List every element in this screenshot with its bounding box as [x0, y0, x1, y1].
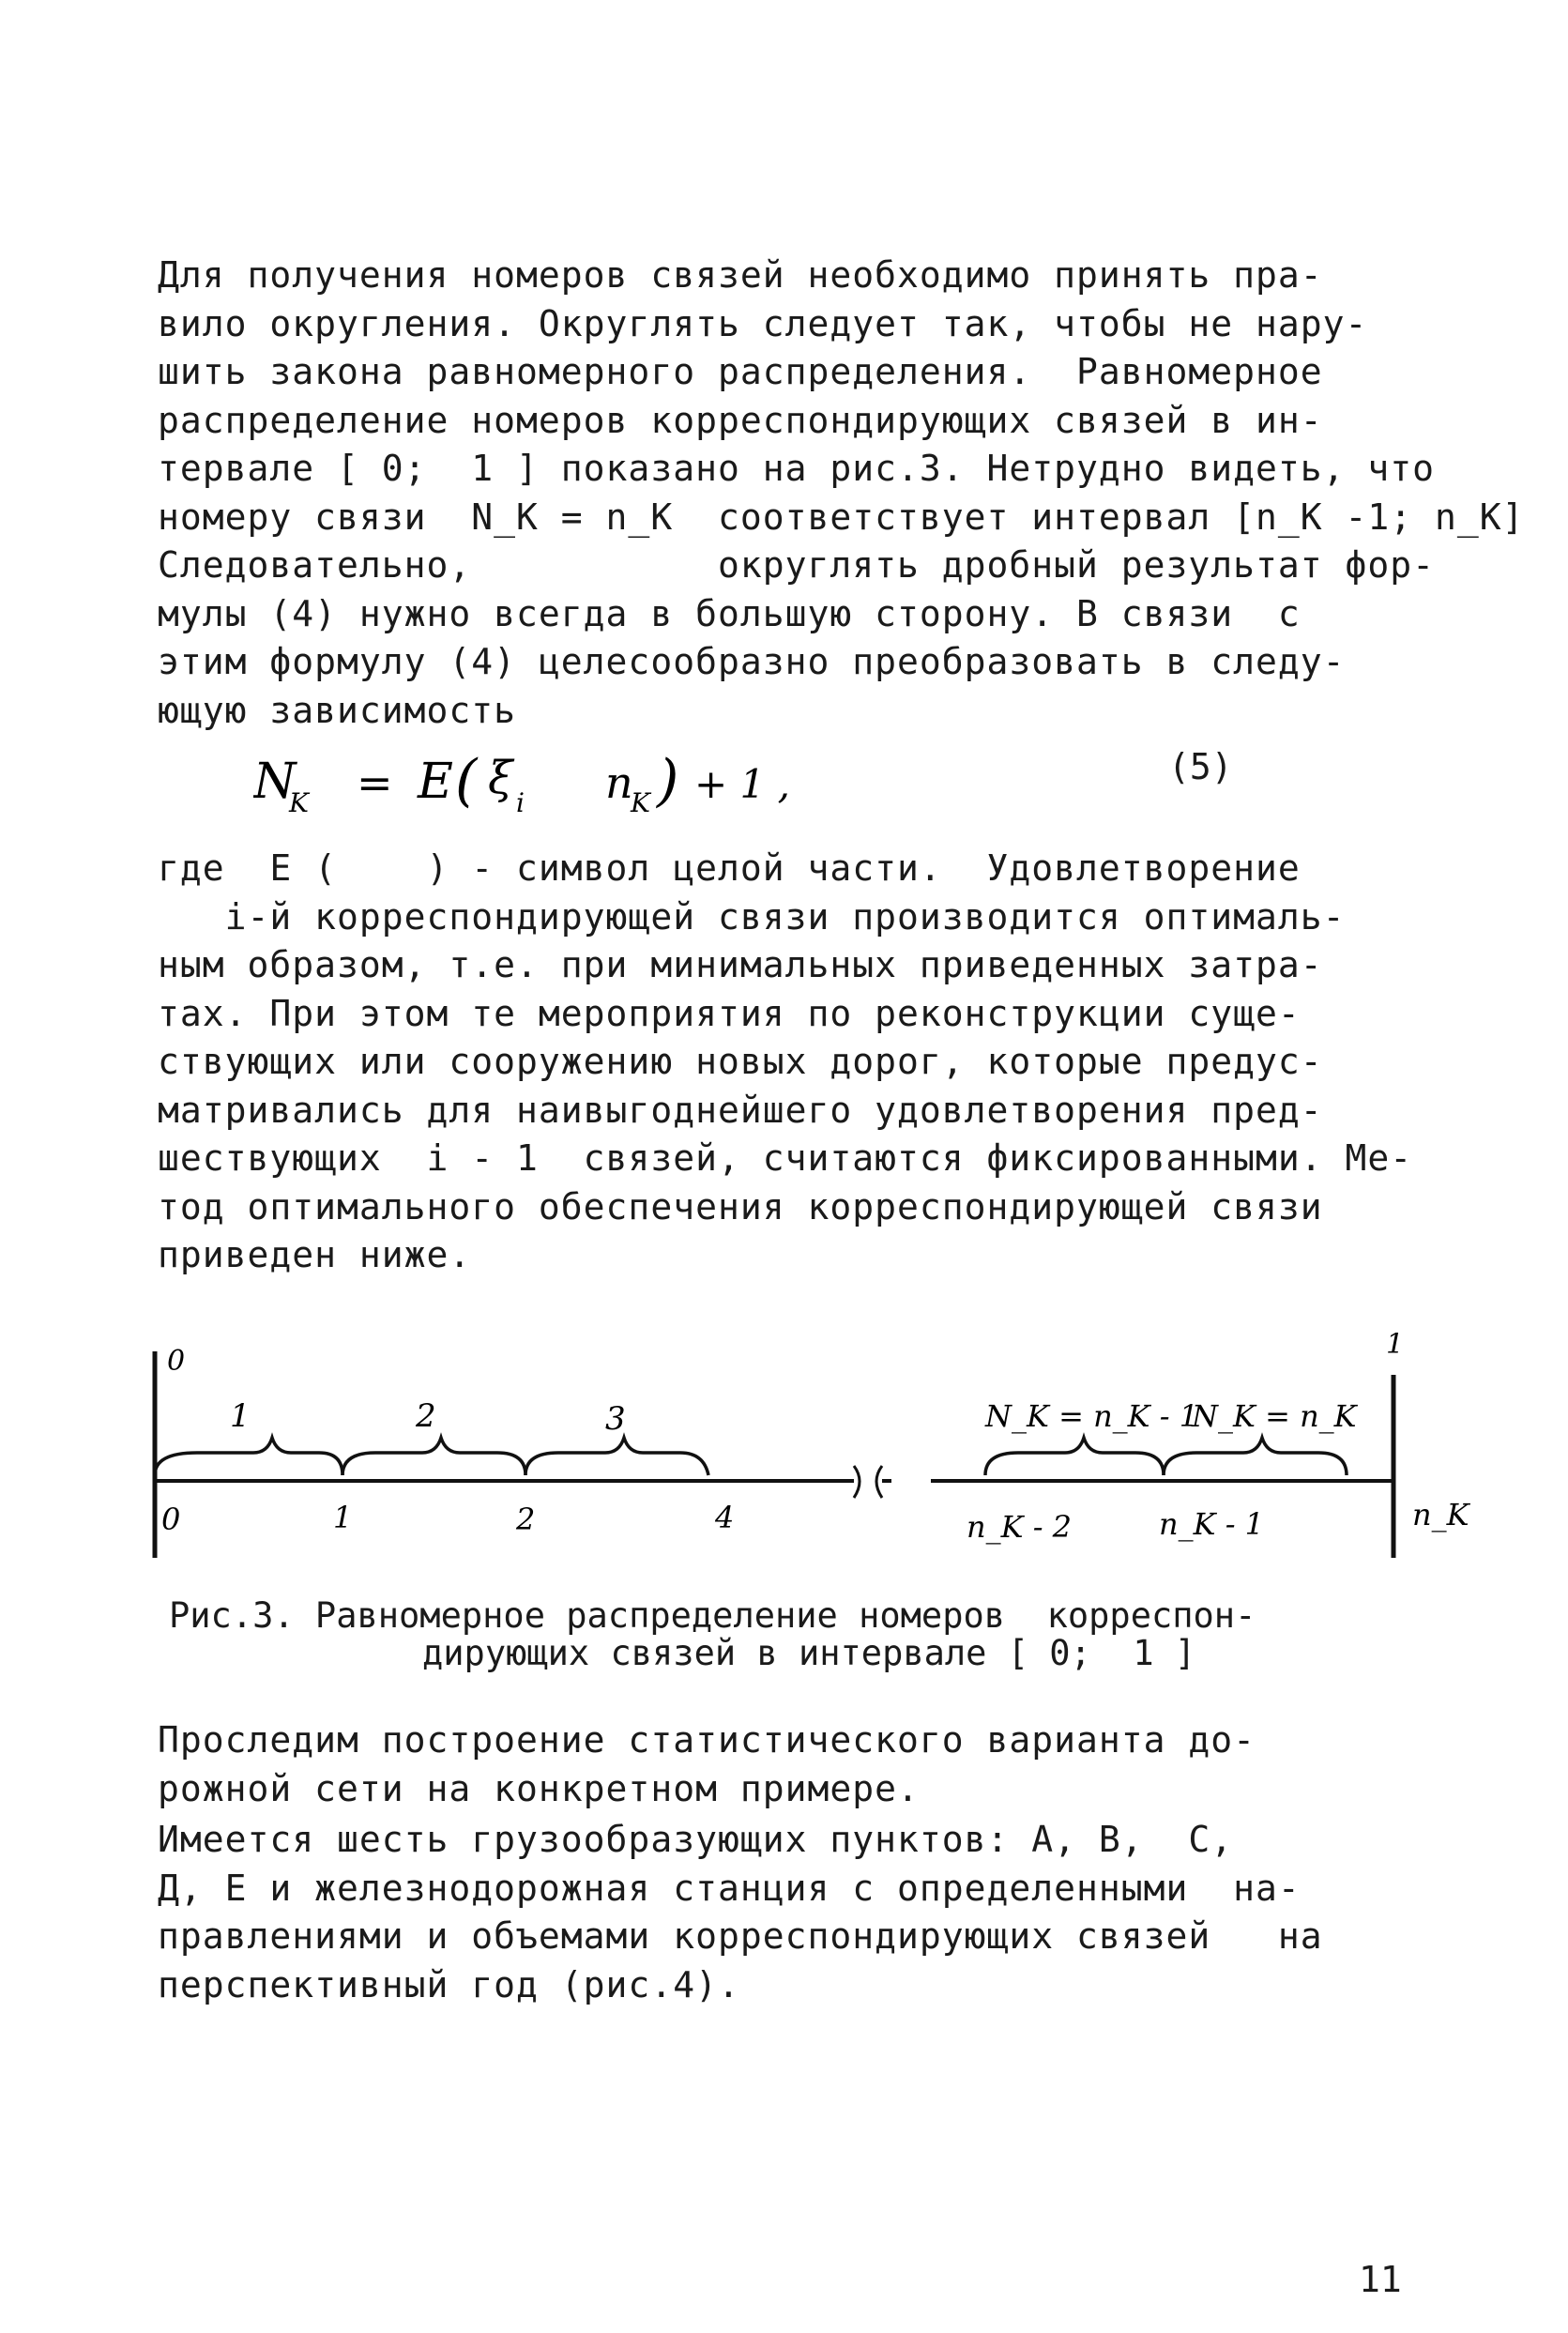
brace-label-3: 3 [605, 1400, 626, 1438]
text-line: где E ( ) - символ целой части. Удовлетворение [158, 847, 1301, 889]
text-line: ющую зависимость [158, 689, 517, 731]
text-line: номеру связи N_K = n_K соответствует интервал [n_K -1; n_K] [158, 496, 1525, 538]
formula-equals: = [357, 757, 393, 808]
formula-xi: ξ [488, 752, 513, 804]
text-line: распределение номеров корреспондирующих связей в ин- [158, 399, 1323, 441]
formula-open-paren: ( [455, 748, 478, 814]
text-line: ствующих или сооружению новых дорог, которые предус- [158, 1041, 1323, 1082]
formula-n-sub: K [631, 787, 650, 818]
text-line: тервале [ 0; 1 ] показано на рис.3. Нетрудно видеть, что [158, 448, 1436, 489]
page-number: 11 [1359, 2259, 1402, 2300]
axis-break-mark [876, 1466, 882, 1498]
brace-nk [1164, 1438, 1347, 1475]
text-line: тод оптимального обеспечения корреспондирующей связи [158, 1185, 1323, 1227]
caption-line-2: дирующих связей в интервале [ 0; 1 ] [422, 1633, 1196, 1673]
brace-label-1: 1 [230, 1397, 251, 1435]
text-line: мулы (4) нужно всегда в большую сторону. В связи с [158, 592, 1301, 634]
axis-label-2: 2 [516, 1502, 536, 1537]
text-line: перспективный год (рис.4). [158, 1963, 740, 2005]
brace-3 [525, 1438, 708, 1475]
text-line: тах. При этом те мероприятия по реконструкции суще- [158, 992, 1301, 1034]
axis-label-0: 0 [161, 1502, 181, 1537]
text-line: i-й корреспондирующей связи производится оптималь- [158, 895, 1346, 938]
brace-nk-minus-1 [985, 1438, 1164, 1475]
paragraph-integer-part [158, 845, 1413, 1280]
figure-3-caption [169, 1597, 1408, 1672]
paragraph-example-intro [158, 1716, 1406, 1813]
formula-plus-one: + 1 , [694, 761, 790, 807]
text-line: этим формулу (4) целесообразно преобразовать в следу- [158, 641, 1346, 682]
text-line: Имеется шесть грузообразующих пунктов: А, В, С, [158, 1819, 1234, 1860]
formula-n: n [605, 757, 633, 808]
text-line: Д, Е и железнодорожная станция с определенными на- [158, 1867, 1301, 1909]
axis-break-mark [854, 1466, 860, 1498]
formula-xi-sub: i [516, 787, 525, 818]
text-line: Следовательно, округлять дробный результат фор- [158, 544, 1436, 586]
text-line: рожной сети на конкретном примере. [158, 1767, 920, 1809]
text-line: матривались для наивыгоднейшего удовлетворения пред- [158, 1089, 1323, 1131]
label-top-one: 1 [1386, 1333, 1405, 1361]
formula-graphic [253, 741, 910, 826]
brace-1 [155, 1438, 343, 1475]
text-line: приведен ниже. [158, 1234, 472, 1275]
brace-label-nk-minus-1: N_K = n_K - 1 [985, 1398, 1199, 1434]
text-line: ным образом, т.е. при минимальных приведенных затра- [158, 944, 1323, 985]
text-line: шествующих i - 1 связей, считаются фиксированными. Ме- [158, 1137, 1413, 1179]
formula-func: E [418, 754, 453, 810]
brace-2 [343, 1438, 525, 1475]
figure-3-interval-diagram [141, 1333, 1473, 1605]
formula-5 [253, 741, 910, 826]
text-line: Проследим построение статистического варианта до- [158, 1719, 1256, 1761]
brace-label-2: 2 [416, 1397, 436, 1435]
text-line: шить закона равномерного распределения. Равномерное [158, 351, 1323, 392]
formula-lhs-sub: K [289, 787, 309, 818]
label-top-zero: 0 [167, 1345, 186, 1378]
paragraph-rounding-rule [158, 252, 1525, 735]
equation-number: (5) [1168, 746, 1233, 787]
caption-line-1: Рис.3. Равномерное распределение номеров корреспон- [169, 1595, 1256, 1636]
brace-label-nk: N_K = n_K [1192, 1398, 1357, 1434]
axis-label-1: 1 [333, 1500, 353, 1535]
paragraph-cargo-points [158, 1816, 1406, 2009]
axis-label-nk-minus-2: n_K - 2 [967, 1509, 1073, 1545]
text-line: правлениями и объемами корреспондирующих связей на [158, 1915, 1323, 1957]
axis-label-4: 4 [715, 1500, 735, 1535]
text-line: Для получения номеров связей необходимо принять пра- [158, 254, 1323, 296]
interval-diagram [141, 1333, 1473, 1605]
axis-label-nk-minus-1: n_K - 1 [1159, 1506, 1265, 1542]
axis-label-nk-end: n_K [1412, 1497, 1469, 1532]
formula-close-paren: ) [657, 748, 679, 814]
text-line: вило округления. Округлять следует так, чтобы не нару- [158, 302, 1368, 344]
formula-lhs: N [253, 754, 297, 810]
